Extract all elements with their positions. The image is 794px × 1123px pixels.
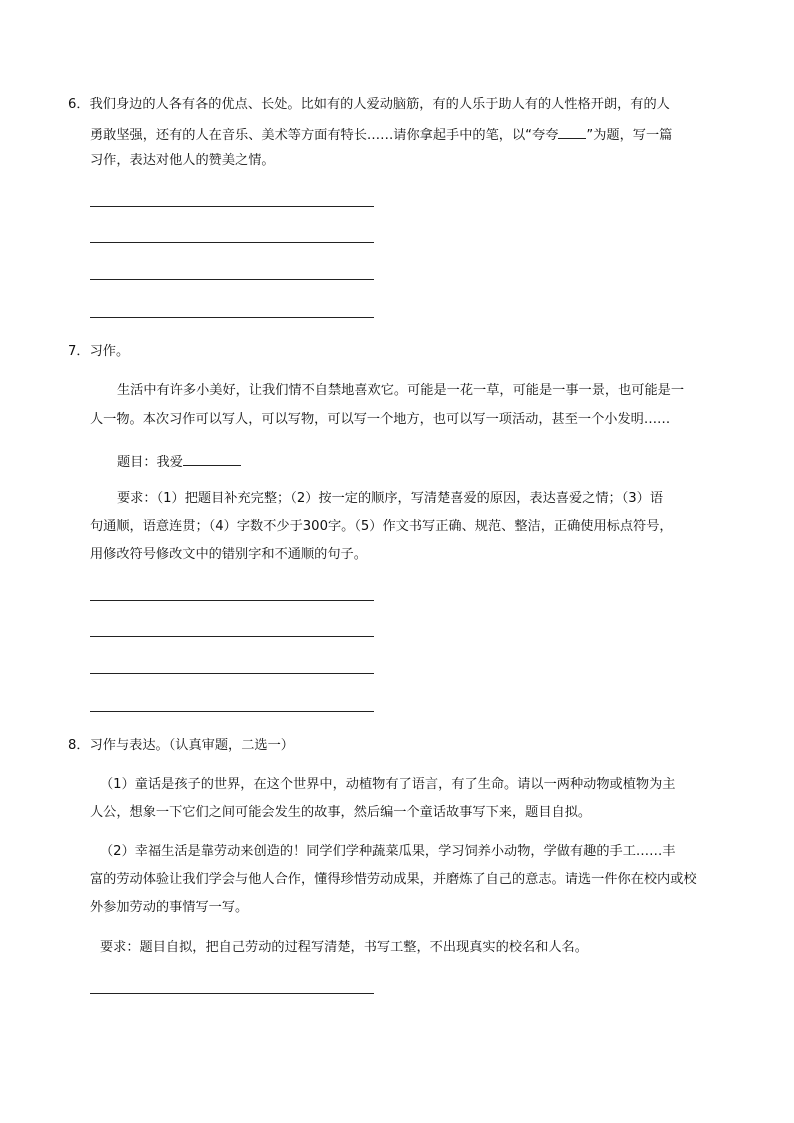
q8-option-2-line-1: （2）幸福生活是靠劳动来创造的！同学们学种蔬菜瓜果，学习饲养小动物，学做有趣的手工……丰: [100, 844, 676, 859]
q8-option-1-line-1: （1）童话是孩子的世界，在这个世界中，动植物有了语言，有了生命。请以一两种动物或植物为主: [100, 777, 676, 792]
q8-option-2-line-2: 富的劳动体验让我们学会与他人合作，懂得珍惜劳动成果，并磨炼了自己的意志。请选一件你在校内或校: [90, 872, 697, 887]
q8-requirement: 要求：题目自拟，把自己劳动的过程写清楚，书写工整，不出现真实的校名和人名。: [100, 940, 588, 955]
q6-answer-line[interactable]: [90, 317, 374, 318]
q6-line-2-text-a: 勇敢坚强，还有的人在音乐、美术等方面有特长……请你拿起手中的笔，以“夸夸: [90, 128, 559, 143]
q7-requirement-line-1: 要求：（1）把题目补充完整；（2）按一定的顺序，写清楚喜爱的原因，表达喜爱之情；（3）语: [117, 491, 664, 506]
q7-requirement-line-3: 用修改符号修改文中的错别字和不通顺的句子。: [90, 547, 367, 562]
q8-heading: 8．习作与表达。（认真审题，二选一）: [68, 738, 294, 753]
q8-answer-line[interactable]: [90, 993, 374, 994]
q7-heading: 7．习作。: [68, 344, 130, 359]
q8-option-2-line-3: 外参加劳动的事情写一写。: [90, 900, 249, 915]
q7-requirement-line-2: 句通顺，语意连贯；（4）字数不少于300字。（5）作文书写正确、规范、整洁，正确使用标点符号，: [90, 519, 673, 534]
q7-title-blank[interactable]: [183, 453, 241, 466]
q6-line-2: [90, 126, 672, 142]
q7-paragraph-line-2: 人一物。本次习作可以写人，可以写物，可以写一个地方，也可以写一项活动，甚至一个小发明……: [90, 412, 671, 427]
q8-option-1-line-2: 人公，想象一下它们之间可能会发生的故事，然后编一个童话故事写下来，题目自拟。: [90, 805, 592, 820]
q6-answer-line[interactable]: [90, 206, 374, 207]
q7-answer-line[interactable]: [90, 600, 374, 601]
q7-title-prompt: [117, 453, 241, 469]
q6-line-2-text-b: ”为题，写一篇: [586, 128, 673, 143]
q7-title-label: 题目：我爱: [117, 455, 183, 470]
q7-paragraph-line-1: 生活中有许多小美好，让我们情不自禁地喜欢它。可能是一花一草，可能是一事一景，也可能是一: [117, 383, 685, 398]
q7-answer-line[interactable]: [90, 711, 374, 712]
q7-answer-line[interactable]: [90, 673, 374, 674]
q6-answer-line[interactable]: [90, 279, 374, 280]
q6-line-3: 习作，表达对他人的赞美之情。: [90, 153, 275, 168]
q6-title-blank[interactable]: [558, 126, 586, 139]
q6-answer-line[interactable]: [90, 242, 374, 243]
q6-line-1: 6．我们身边的人各有各的优点、长处。比如有的人爱动脑筋，有的人乐于助人有的人性格开朗，有的人: [68, 97, 670, 112]
q7-answer-line[interactable]: [90, 636, 374, 637]
